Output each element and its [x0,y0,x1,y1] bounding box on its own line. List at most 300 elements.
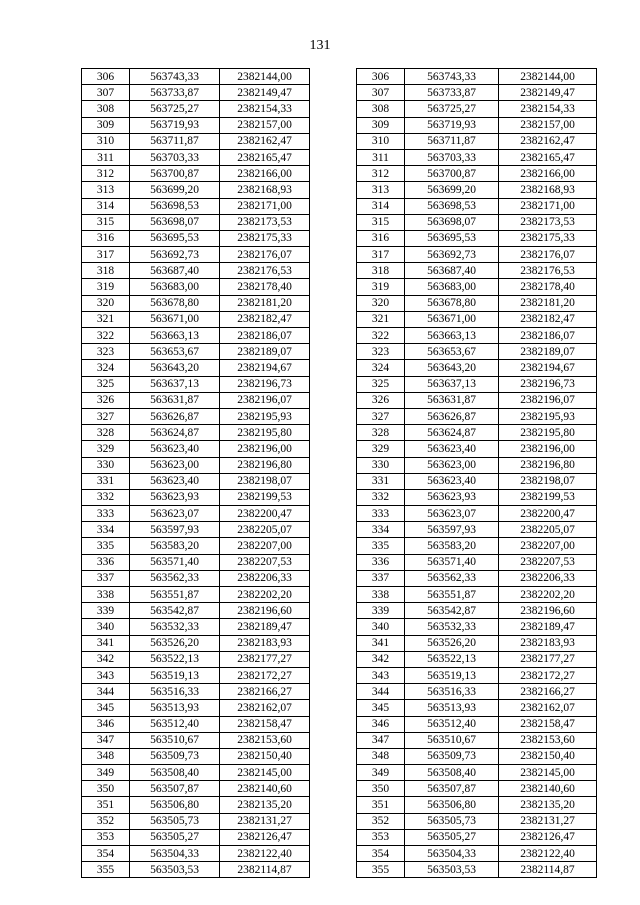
left-x-coordinate-cell: 563509,73 [130,748,220,764]
right-y-coordinate-cell: 2382196,80 [499,457,597,473]
left-y-coordinate-cell: 2382205,07 [220,522,310,538]
right-x-coordinate-cell: 563512,40 [405,716,499,732]
table-row [82,85,597,101]
column-gap [310,360,357,376]
left-point-number-cell: 313 [82,182,130,198]
right-y-coordinate-cell: 2382196,07 [499,392,597,408]
left-y-coordinate-cell: 2382176,53 [220,263,310,279]
left-x-coordinate-cell: 563513,93 [130,700,220,716]
left-y-coordinate-cell: 2382206,33 [220,570,310,586]
table-row [82,813,597,829]
right-y-coordinate-cell: 2382199,53 [499,489,597,505]
left-x-coordinate-cell: 563623,40 [130,441,220,457]
table-row [82,765,597,781]
column-gap [310,781,357,797]
left-x-coordinate-cell: 563698,07 [130,214,220,230]
right-point-number-cell: 348 [357,748,405,764]
right-y-coordinate-cell: 2382131,27 [499,813,597,829]
column-gap [310,69,357,85]
right-y-coordinate-cell: 2382166,00 [499,166,597,182]
table-row [82,473,597,489]
left-point-number-cell: 328 [82,425,130,441]
table-row [82,230,597,246]
right-point-number-cell: 344 [357,684,405,700]
left-point-number-cell: 330 [82,457,130,473]
column-gap [310,684,357,700]
table-row [82,570,597,586]
left-y-coordinate-cell: 2382194,67 [220,360,310,376]
column-gap [310,263,357,279]
column-gap [310,344,357,360]
left-x-coordinate-cell: 563571,40 [130,554,220,570]
right-x-coordinate-cell: 563623,40 [405,473,499,489]
left-y-coordinate-cell: 2382153,60 [220,732,310,748]
table-row [82,247,597,263]
right-y-coordinate-cell: 2382162,07 [499,700,597,716]
left-point-number-cell: 307 [82,85,130,101]
right-y-coordinate-cell: 2382178,40 [499,279,597,295]
right-x-coordinate-cell: 563513,93 [405,700,499,716]
table-row [82,587,597,603]
right-point-number-cell: 334 [357,522,405,538]
left-point-number-cell: 322 [82,328,130,344]
left-x-coordinate-cell: 563631,87 [130,392,220,408]
left-x-coordinate-cell: 563698,53 [130,198,220,214]
right-x-coordinate-cell: 563695,53 [405,230,499,246]
left-x-coordinate-cell: 563551,87 [130,587,220,603]
table-row [82,408,597,424]
left-y-coordinate-cell: 2382189,07 [220,344,310,360]
right-x-coordinate-cell: 563526,20 [405,635,499,651]
table-row [82,716,597,732]
right-point-number-cell: 313 [357,182,405,198]
left-point-number-cell: 340 [82,619,130,635]
table-row [82,166,597,182]
right-point-number-cell: 354 [357,846,405,862]
right-y-coordinate-cell: 2382202,20 [499,587,597,603]
left-x-coordinate-cell: 563719,93 [130,117,220,133]
left-point-number-cell: 333 [82,506,130,522]
right-x-coordinate-cell: 563519,13 [405,667,499,683]
right-point-number-cell: 352 [357,813,405,829]
left-y-coordinate-cell: 2382196,73 [220,376,310,392]
coordinates-table-body [82,69,597,878]
right-x-coordinate-cell: 563623,07 [405,506,499,522]
right-y-coordinate-cell: 2382196,73 [499,376,597,392]
left-point-number-cell: 353 [82,829,130,845]
left-y-coordinate-cell: 2382114,87 [220,862,310,878]
right-point-number-cell: 350 [357,781,405,797]
left-x-coordinate-cell: 563532,33 [130,619,220,635]
left-y-coordinate-cell: 2382196,07 [220,392,310,408]
left-x-coordinate-cell: 563507,87 [130,781,220,797]
column-gap [310,473,357,489]
right-point-number-cell: 332 [357,489,405,505]
right-x-coordinate-cell: 563692,73 [405,247,499,263]
left-x-coordinate-cell: 563671,00 [130,311,220,327]
left-point-number-cell: 345 [82,700,130,716]
column-gap [310,554,357,570]
table-row [82,263,597,279]
left-y-coordinate-cell: 2382196,60 [220,603,310,619]
right-y-coordinate-cell: 2382177,27 [499,651,597,667]
right-y-coordinate-cell: 2382175,33 [499,230,597,246]
left-y-coordinate-cell: 2382140,60 [220,781,310,797]
right-x-coordinate-cell: 563719,93 [405,117,499,133]
left-point-number-cell: 331 [82,473,130,489]
left-point-number-cell: 315 [82,214,130,230]
right-point-number-cell: 343 [357,667,405,683]
left-x-coordinate-cell: 563526,20 [130,635,220,651]
left-point-number-cell: 338 [82,587,130,603]
column-gap [310,829,357,845]
left-point-number-cell: 350 [82,781,130,797]
right-x-coordinate-cell: 563624,87 [405,425,499,441]
right-point-number-cell: 322 [357,328,405,344]
left-point-number-cell: 320 [82,295,130,311]
right-point-number-cell: 315 [357,214,405,230]
table-row [82,846,597,862]
column-gap [310,489,357,505]
left-point-number-cell: 349 [82,765,130,781]
left-x-coordinate-cell: 563695,53 [130,230,220,246]
left-x-coordinate-cell: 563725,27 [130,101,220,117]
right-y-coordinate-cell: 2382153,60 [499,732,597,748]
left-y-coordinate-cell: 2382200,47 [220,506,310,522]
left-x-coordinate-cell: 563624,87 [130,425,220,441]
left-x-coordinate-cell: 563506,80 [130,797,220,813]
right-y-coordinate-cell: 2382158,47 [499,716,597,732]
right-y-coordinate-cell: 2382166,27 [499,684,597,700]
left-x-coordinate-cell: 563508,40 [130,765,220,781]
right-point-number-cell: 318 [357,263,405,279]
right-x-coordinate-cell: 563623,00 [405,457,499,473]
right-y-coordinate-cell: 2382182,47 [499,311,597,327]
table-row [82,829,597,845]
left-y-coordinate-cell: 2382135,20 [220,797,310,813]
table-row [82,489,597,505]
column-gap [310,522,357,538]
column-gap [310,732,357,748]
right-x-coordinate-cell: 563597,93 [405,522,499,538]
left-y-coordinate-cell: 2382173,53 [220,214,310,230]
left-point-number-cell: 311 [82,149,130,165]
table-row [82,862,597,878]
right-point-number-cell: 336 [357,554,405,570]
column-gap [310,651,357,667]
right-x-coordinate-cell: 563516,33 [405,684,499,700]
column-gap [310,619,357,635]
right-x-coordinate-cell: 563698,53 [405,198,499,214]
left-y-coordinate-cell: 2382172,27 [220,667,310,683]
right-point-number-cell: 345 [357,700,405,716]
table-row [82,392,597,408]
column-gap [310,797,357,813]
right-y-coordinate-cell: 2382176,07 [499,247,597,263]
left-point-number-cell: 312 [82,166,130,182]
left-x-coordinate-cell: 563663,13 [130,328,220,344]
left-y-coordinate-cell: 2382162,47 [220,133,310,149]
left-point-number-cell: 344 [82,684,130,700]
left-x-coordinate-cell: 563512,40 [130,716,220,732]
right-x-coordinate-cell: 563683,00 [405,279,499,295]
left-x-coordinate-cell: 563687,40 [130,263,220,279]
left-point-number-cell: 339 [82,603,130,619]
column-gap [310,813,357,829]
table-row [82,441,597,457]
right-point-number-cell: 351 [357,797,405,813]
left-x-coordinate-cell: 563516,33 [130,684,220,700]
column-gap [310,279,357,295]
right-x-coordinate-cell: 563725,27 [405,101,499,117]
column-gap [310,667,357,683]
column-gap [310,716,357,732]
column-gap [310,392,357,408]
left-x-coordinate-cell: 563542,87 [130,603,220,619]
left-x-coordinate-cell: 563505,27 [130,829,220,845]
column-gap [310,117,357,133]
right-y-coordinate-cell: 2382165,47 [499,149,597,165]
right-x-coordinate-cell: 563508,40 [405,765,499,781]
left-point-number-cell: 336 [82,554,130,570]
column-gap [310,328,357,344]
right-y-coordinate-cell: 2382135,20 [499,797,597,813]
left-point-number-cell: 352 [82,813,130,829]
right-x-coordinate-cell: 563703,33 [405,149,499,165]
right-x-coordinate-cell: 563503,53 [405,862,499,878]
table-row [82,619,597,635]
left-point-number-cell: 317 [82,247,130,263]
table-row [82,344,597,360]
column-gap [310,247,357,263]
left-x-coordinate-cell: 563503,53 [130,862,220,878]
table-row [82,360,597,376]
right-y-coordinate-cell: 2382186,07 [499,328,597,344]
table-row [82,311,597,327]
right-point-number-cell: 331 [357,473,405,489]
column-gap [310,457,357,473]
right-y-coordinate-cell: 2382207,00 [499,538,597,554]
left-x-coordinate-cell: 563703,33 [130,149,220,165]
left-x-coordinate-cell: 563733,87 [130,85,220,101]
left-y-coordinate-cell: 2382175,33 [220,230,310,246]
column-gap [310,101,357,117]
table-row [82,603,597,619]
left-y-coordinate-cell: 2382178,40 [220,279,310,295]
left-point-number-cell: 355 [82,862,130,878]
table-row [82,149,597,165]
left-y-coordinate-cell: 2382202,20 [220,587,310,603]
right-x-coordinate-cell: 563506,80 [405,797,499,813]
right-x-coordinate-cell: 563505,27 [405,829,499,845]
left-x-coordinate-cell: 563643,20 [130,360,220,376]
right-y-coordinate-cell: 2382173,53 [499,214,597,230]
left-x-coordinate-cell: 563623,07 [130,506,220,522]
left-y-coordinate-cell: 2382176,07 [220,247,310,263]
right-x-coordinate-cell: 563522,13 [405,651,499,667]
left-x-coordinate-cell: 563623,40 [130,473,220,489]
left-point-number-cell: 332 [82,489,130,505]
right-x-coordinate-cell: 563700,87 [405,166,499,182]
left-point-number-cell: 348 [82,748,130,764]
right-y-coordinate-cell: 2382206,33 [499,570,597,586]
right-x-coordinate-cell: 563671,00 [405,311,499,327]
right-point-number-cell: 349 [357,765,405,781]
table-row [82,182,597,198]
left-x-coordinate-cell: 563626,87 [130,408,220,424]
right-y-coordinate-cell: 2382122,40 [499,846,597,862]
left-y-coordinate-cell: 2382183,93 [220,635,310,651]
right-x-coordinate-cell: 563643,20 [405,360,499,376]
right-x-coordinate-cell: 563532,33 [405,619,499,635]
left-x-coordinate-cell: 563743,33 [130,69,220,85]
left-x-coordinate-cell: 563505,73 [130,813,220,829]
column-gap [310,538,357,554]
left-point-number-cell: 329 [82,441,130,457]
right-x-coordinate-cell: 563626,87 [405,408,499,424]
right-point-number-cell: 353 [357,829,405,845]
left-x-coordinate-cell: 563504,33 [130,846,220,862]
column-gap [310,198,357,214]
left-point-number-cell: 309 [82,117,130,133]
right-x-coordinate-cell: 563504,33 [405,846,499,862]
right-point-number-cell: 335 [357,538,405,554]
right-point-number-cell: 311 [357,149,405,165]
right-x-coordinate-cell: 563510,67 [405,732,499,748]
left-point-number-cell: 316 [82,230,130,246]
column-gap [310,506,357,522]
left-x-coordinate-cell: 563562,33 [130,570,220,586]
right-point-number-cell: 341 [357,635,405,651]
left-y-coordinate-cell: 2382171,00 [220,198,310,214]
left-y-coordinate-cell: 2382186,07 [220,328,310,344]
right-point-number-cell: 337 [357,570,405,586]
left-y-coordinate-cell: 2382195,80 [220,425,310,441]
right-y-coordinate-cell: 2382195,93 [499,408,597,424]
left-point-number-cell: 354 [82,846,130,862]
right-y-coordinate-cell: 2382189,47 [499,619,597,635]
left-point-number-cell: 351 [82,797,130,813]
left-point-number-cell: 318 [82,263,130,279]
column-gap [310,230,357,246]
column-gap [310,311,357,327]
right-point-number-cell: 325 [357,376,405,392]
table-row [82,214,597,230]
left-y-coordinate-cell: 2382199,53 [220,489,310,505]
column-gap [310,85,357,101]
left-x-coordinate-cell: 563700,87 [130,166,220,182]
right-x-coordinate-cell: 563743,33 [405,69,499,85]
left-x-coordinate-cell: 563510,67 [130,732,220,748]
right-y-coordinate-cell: 2382162,47 [499,133,597,149]
right-y-coordinate-cell: 2382196,60 [499,603,597,619]
table-row [82,69,597,85]
left-y-coordinate-cell: 2382181,20 [220,295,310,311]
left-point-number-cell: 323 [82,344,130,360]
column-gap [310,587,357,603]
left-x-coordinate-cell: 563683,00 [130,279,220,295]
left-x-coordinate-cell: 563699,20 [130,182,220,198]
left-y-coordinate-cell: 2382131,27 [220,813,310,829]
column-gap [310,635,357,651]
table-row [82,667,597,683]
right-x-coordinate-cell: 563687,40 [405,263,499,279]
table-row [82,133,597,149]
right-y-coordinate-cell: 2382181,20 [499,295,597,311]
left-point-number-cell: 347 [82,732,130,748]
left-point-number-cell: 306 [82,69,130,85]
left-point-number-cell: 310 [82,133,130,149]
right-point-number-cell: 340 [357,619,405,635]
table-row [82,506,597,522]
table-row [82,635,597,651]
right-x-coordinate-cell: 563509,73 [405,748,499,764]
left-point-number-cell: 342 [82,651,130,667]
right-x-coordinate-cell: 563637,13 [405,376,499,392]
right-x-coordinate-cell: 563507,87 [405,781,499,797]
left-y-coordinate-cell: 2382144,00 [220,69,310,85]
left-y-coordinate-cell: 2382154,33 [220,101,310,117]
right-point-number-cell: 323 [357,344,405,360]
left-y-coordinate-cell: 2382158,47 [220,716,310,732]
table-row [82,117,597,133]
column-gap [310,441,357,457]
right-point-number-cell: 309 [357,117,405,133]
left-point-number-cell: 341 [82,635,130,651]
column-gap [310,603,357,619]
table-row [82,781,597,797]
left-point-number-cell: 346 [82,716,130,732]
right-x-coordinate-cell: 563562,33 [405,570,499,586]
table-row [82,295,597,311]
right-point-number-cell: 347 [357,732,405,748]
left-point-number-cell: 308 [82,101,130,117]
right-y-coordinate-cell: 2382126,47 [499,829,597,845]
table-row [82,700,597,716]
page-number: 131 [309,38,331,53]
right-point-number-cell: 324 [357,360,405,376]
column-gap [310,182,357,198]
right-point-number-cell: 308 [357,101,405,117]
right-point-number-cell: 333 [357,506,405,522]
right-y-coordinate-cell: 2382140,60 [499,781,597,797]
left-y-coordinate-cell: 2382182,47 [220,311,310,327]
right-x-coordinate-cell: 563663,13 [405,328,499,344]
left-point-number-cell: 314 [82,198,130,214]
right-x-coordinate-cell: 563505,73 [405,813,499,829]
column-gap [310,214,357,230]
table-row [82,651,597,667]
right-x-coordinate-cell: 563733,87 [405,85,499,101]
right-y-coordinate-cell: 2382150,40 [499,748,597,764]
right-y-coordinate-cell: 2382149,47 [499,85,597,101]
left-y-coordinate-cell: 2382165,47 [220,149,310,165]
column-gap [310,862,357,878]
left-y-coordinate-cell: 2382166,00 [220,166,310,182]
column-gap [310,376,357,392]
right-point-number-cell: 327 [357,408,405,424]
coordinates-table [81,68,597,878]
right-point-number-cell: 330 [357,457,405,473]
right-y-coordinate-cell: 2382196,00 [499,441,597,457]
right-point-number-cell: 346 [357,716,405,732]
right-point-number-cell: 320 [357,295,405,311]
right-point-number-cell: 338 [357,587,405,603]
right-point-number-cell: 321 [357,311,405,327]
left-point-number-cell: 327 [82,408,130,424]
right-y-coordinate-cell: 2382198,07 [499,473,597,489]
right-y-coordinate-cell: 2382171,00 [499,198,597,214]
